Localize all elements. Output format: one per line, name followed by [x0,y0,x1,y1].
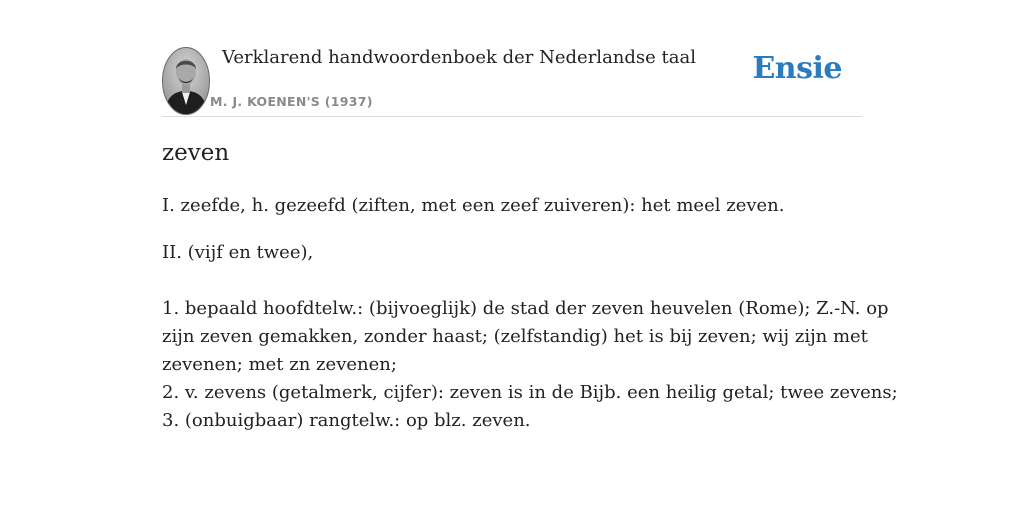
entry-sense-1: I. zeefde, h. gezeefd (ziften, met een zeef zuiveren): het meel zeven. [162,195,785,216]
entry-headword: zeven [162,140,230,166]
definition-line: 1. bepaald hoofdtelw.: (bijvoeglijk) de stad der zeven heuvelen (Rome); Z.-N. op [162,298,889,319]
entry-sense-2-definitions [162,295,898,435]
definition-line: zevenen; met zn zevenen; [162,354,397,375]
site-header [162,40,862,117]
definition-line: 3. (onbuigbaar) rangtelw.: op blz. zeven. [162,410,531,431]
entry-sense-2: II. (vijf en twee), [162,242,314,263]
brand-logo-link[interactable]: Ensie [752,51,842,86]
dictionary-byline: M. J. KOENEN'S (1937) [210,94,373,109]
dictionary-subtitle: Verklarend handwoordenboek der Nederlandse taal [222,47,696,68]
definition-line: 2. v. zevens (getalmerk, cijfer): zeven is in de Bijb. een heilig getal; twee zevens; [162,382,898,403]
author-portrait [162,47,210,115]
definition-line: zijn zeven gemakken, zonder haast; (zelfstandig) het is bij zeven; wij zijn met [162,326,868,347]
